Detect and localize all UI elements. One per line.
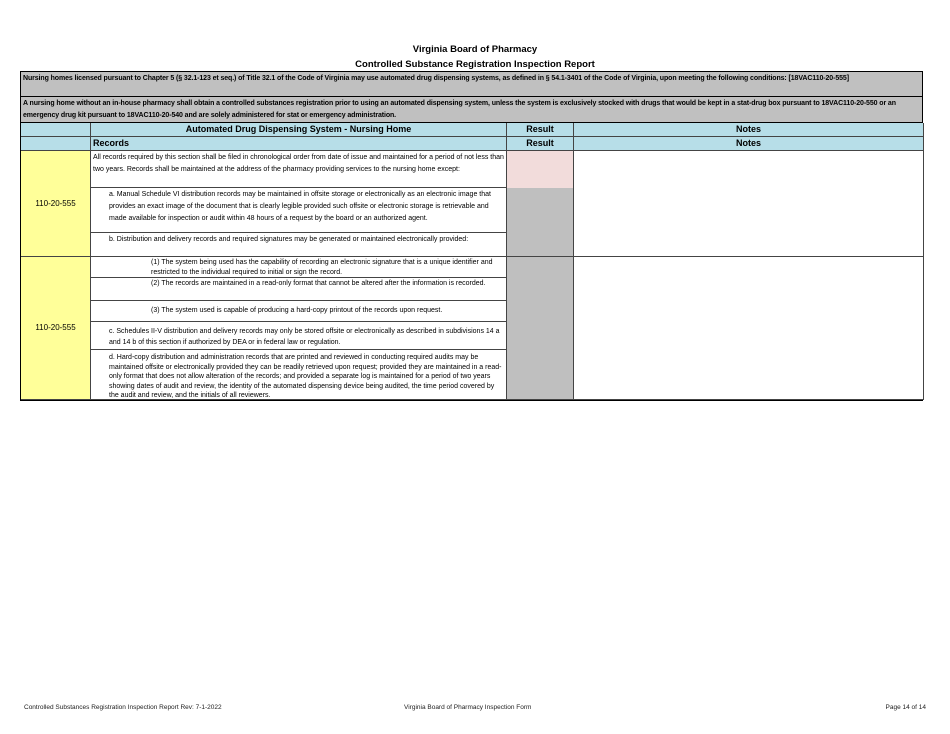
record-requirement-c: c. Schedules II-V distribution and delivery records may only be stored offsite or electronically as described in subdivisions 14 a and 14 b of this section if authorized by DEA or in federal law or regulation. <box>91 322 507 350</box>
subheader-code-cell <box>21 137 91 151</box>
notes-input[interactable] <box>574 151 924 257</box>
record-requirement-d: d. Hard-copy distribution and administration records that are printed and reviewed in conducting required audits may be maintained offsite or electronically provided they can be readily retrieved upon request; provided they are maintained in a read-only format that does not allow alteration of the records; and provided a separate log is maintained for a period of two years showing dates of audit and review, the identity of the automated dispensing device being audited, the time period covered by the audit and review, and the initials of all reviewers. <box>91 350 507 400</box>
regulation-code: 110-20-555 <box>21 151 91 257</box>
result-input[interactable] <box>507 151 574 188</box>
record-requirement-b: b. Distribution and delivery records and required signatures may be generated or maintained electronically provided: <box>91 233 507 257</box>
footer-form-name: Virginia Board of Pharmacy Inspection Form <box>404 704 532 711</box>
result-header: Result <box>507 123 574 137</box>
footer-revision: Controlled Substances Registration Inspection Report Rev: 7-1-2022 <box>24 704 222 711</box>
record-requirement-b1: (1) The system being used has the capability of recording an electronic signature that is a unique identifier and restricted to the individual required to initial or sign the record. <box>91 257 507 278</box>
subsection-title: Records <box>91 137 507 151</box>
record-requirement: All records required by this section shall be filed in chronological order from date of issue and maintained for a period of not less than two years. Records shall be maintained at the address of the pharmacy providing services to the nursing home except: <box>91 151 507 188</box>
notes-header: Notes <box>574 123 924 137</box>
document-title: Virginia Board of Pharmacy <box>412 44 538 55</box>
intro-paragraph-1: Nursing homes licensed pursuant to Chapter 5 (§ 32.1-123 et seq.) of Title 32.1 of the Code of Virginia may use automated drug dispensing systems, as defined in § 54.1-3401 of the Code of Virginia, upon meeting the following conditions: [18VAC110-20-555] <box>20 71 923 97</box>
result-input[interactable] <box>507 257 574 400</box>
result-input[interactable] <box>507 188 574 257</box>
footer-page-number: Page 14 of 14 <box>885 704 926 711</box>
intro-paragraph-2: A nursing home without an in-house pharmacy shall obtain a controlled substances registration prior to using an automated dispensing system, unless the system is exclusively stocked with drugs that would be kept in a stat-drug box pursuant to 18VAC110-20-550 or an emergency drug kit pursuant to 18VAC110-20-540 and are solely administered for stat or emergency administration. <box>20 96 923 123</box>
header-code-cell <box>21 123 91 137</box>
result-subheader: Result <box>507 137 574 151</box>
document-subtitle: Controlled Substance Registration Inspection Report <box>355 59 595 70</box>
regulation-code: 110-20-555 <box>21 257 91 400</box>
notes-subheader: Notes <box>574 137 924 151</box>
inspection-table <box>20 122 923 401</box>
section-title: Automated Drug Dispensing System - Nursing Home <box>91 123 507 137</box>
notes-input[interactable] <box>574 257 924 400</box>
record-requirement-b3: (3) The system used is capable of producing a hard-copy printout of the records upon request. <box>91 301 507 322</box>
record-requirement-a: a. Manual Schedule VI distribution records may be maintained in offsite storage or electronically as an electronic image that provides an exact image of the document that is clearly legible provided such offsite or electronic storage is retrievable and made available for inspection or audit within 48 hours of a request by the board or an authorized agent. <box>91 188 507 233</box>
record-requirement-b2: (2) The records are maintained in a read-only format that cannot be altered after the information is recorded. <box>91 278 507 301</box>
